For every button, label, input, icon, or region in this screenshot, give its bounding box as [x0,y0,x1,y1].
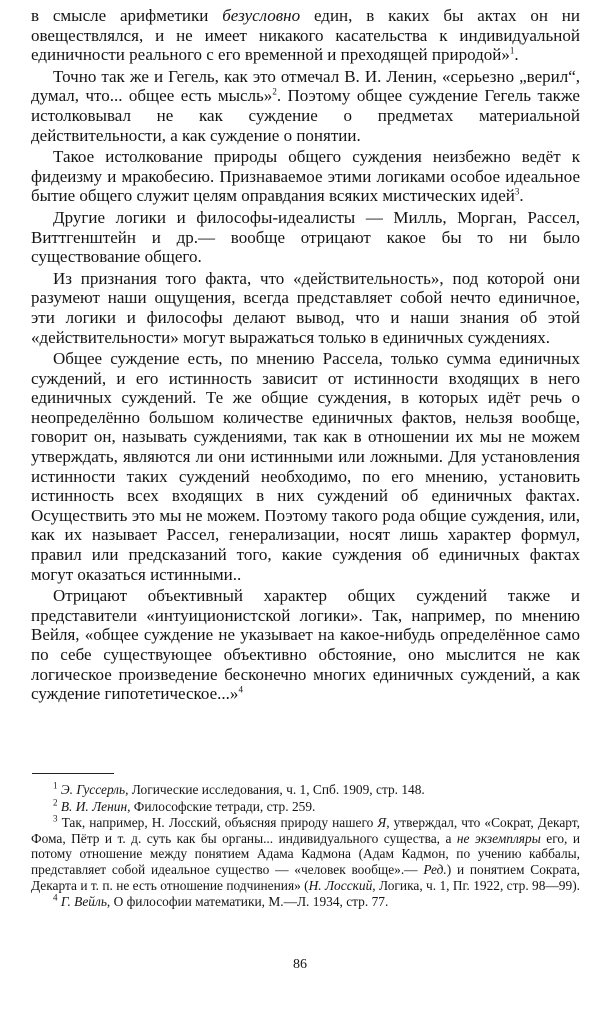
paragraph-6 [31,349,580,584]
italic-text: не экземпляры [456,830,541,846]
paragraph-4 [31,208,580,267]
footnote-2 [31,799,580,815]
text-run: , Философские тетради, стр. 259. [127,798,316,814]
text-run: . Поэтому общее суждение Гегель также истолковывал не как суждение о предметах материальной действительности, а как суждение о понятии. [31,86,580,145]
text-run: , Логические исследования, ч. 1, Спб. 1909, стр. 148. [125,782,425,797]
text-run: его, и потому отношение между понятием Адама Кадмона (Адам Кадмон, по учению каббалы, представляет собой идеальное существо — «человек вообще».— [31,830,581,877]
text-run: , утверждал, что «Сократ, Декарт, Фома, Пётр и т. д. суть как бы органы... индивидуального существа, а [31,815,580,846]
text-run: Другие логики и философы-идеалисты — Милль, Морган, Рассел, Виттгенштейн и др.— вообще отрицают какое бы то ни было существование общего. [31,207,580,267]
footnote-marker: 1 [509,45,515,56]
page-number: 86 [293,957,307,972]
italic-text: Г. Вейль [60,894,107,910]
paragraph-1 [31,6,580,65]
text-run: Общее суждение есть, по мнению Рассела, только сумма единичных суждений, и его истинность зависит от истинности входящих в него единичных суждений. Те же общие суждения, в которых идёт речь о неопределённо большом количестве единичных фактов, нельзя вообще, говорит он, называть суждениями, так как в отношении их мы не можем утверждать, являются ли они истинными или ложными. Для установления истинности таких суждений необходимо, по его мнению, установить истинность всех входящих в них суждений об единичных фактах. Осуществить это мы не можем. Поэтому такого рода общие суждения, или, как их называет Рассел, генерализации, носят лишь характер формул, правил или предсказаний того, какие суждения об единичных фактах могут оказаться истинными.. [31,349,580,584]
footnotes [31,782,580,911]
footnote-marker: 4 [53,892,58,903]
text-run: . [514,45,519,65]
footnote-marker: 2 [272,86,277,97]
text-run: един, в каких бы актах он ни овеществлялся, и не имеет никакого касательства к индивидуальной единичности реального с его временной и преходящей природой» [31,6,580,65]
italic-text: Ред. [423,861,447,877]
text-run: Такое истолкование природы общего суждения неизбежно ведёт к фидеизму и мракобесию. Признаваемое этими логиками особое идеальное бытие общего служит целям оправдания всяких мистических идей [31,147,580,206]
text-run: в смысле арифметики [31,6,223,25]
italic-text: безусловно [222,6,301,25]
text-run: Так, например, Н. Лосский, объясняя природу нашего [57,815,378,831]
italic-text: Н. Лосский [308,877,373,893]
footnote-1 [31,782,580,798]
paragraph-2 [31,67,580,145]
footnote-marker: 2 [53,797,58,808]
paragraph-5 [31,269,580,347]
text-run: . [519,186,524,206]
italic-text: В. И. Ленин [60,798,128,814]
paragraph-7 [31,586,580,704]
paragraph-3 [31,147,580,206]
text-run: Отрицают объективный характер общих суждений также и представители «интуиционистской логики». Так, например, по мнению Вейля, «общее суждение не указывает на какое-нибудь определённое само по себе существующее объективно обстояние, оно мыслится не как логическое произведение бесконечно многих единичных суждений, а как суждение гипотетическое...» [31,586,580,704]
footnote-marker: 4 [238,684,243,695]
footnote-3 [31,815,580,893]
text-run: , О философии математики, М.—Л. 1934, стр. 77. [106,894,389,910]
text-run: Точно так же и Гегель, как это отмечал В. И. Ленин, «серьезно „верил“, думал, что... общее есть мысль» [31,66,580,106]
text-run: , Логика, ч. 1, Пг. 1922, стр. 98—99). [372,877,581,893]
text-run: ) и понятием Сократа, Декарта и т. п. не есть отношение подчинения» ( [31,861,580,893]
footnote-marker: 3 [53,813,58,824]
footnote-divider [32,773,114,774]
footnote-4 [31,894,580,910]
text-run: Из признания того факта, что «действительность», под которой они разумеют наши ощущения, всегда представляет собой нечто единичное, эти логики и философы делают вывод, что и наши знания об этой «действительности» могут выражаться только в единичных суждениях. [31,268,580,347]
italic-text: Я [377,815,387,831]
main-text [31,6,580,706]
italic-text: Э. Гуссерль [60,782,126,797]
footnote-marker: 3 [514,186,520,197]
footnote-marker: 1 [53,780,58,791]
